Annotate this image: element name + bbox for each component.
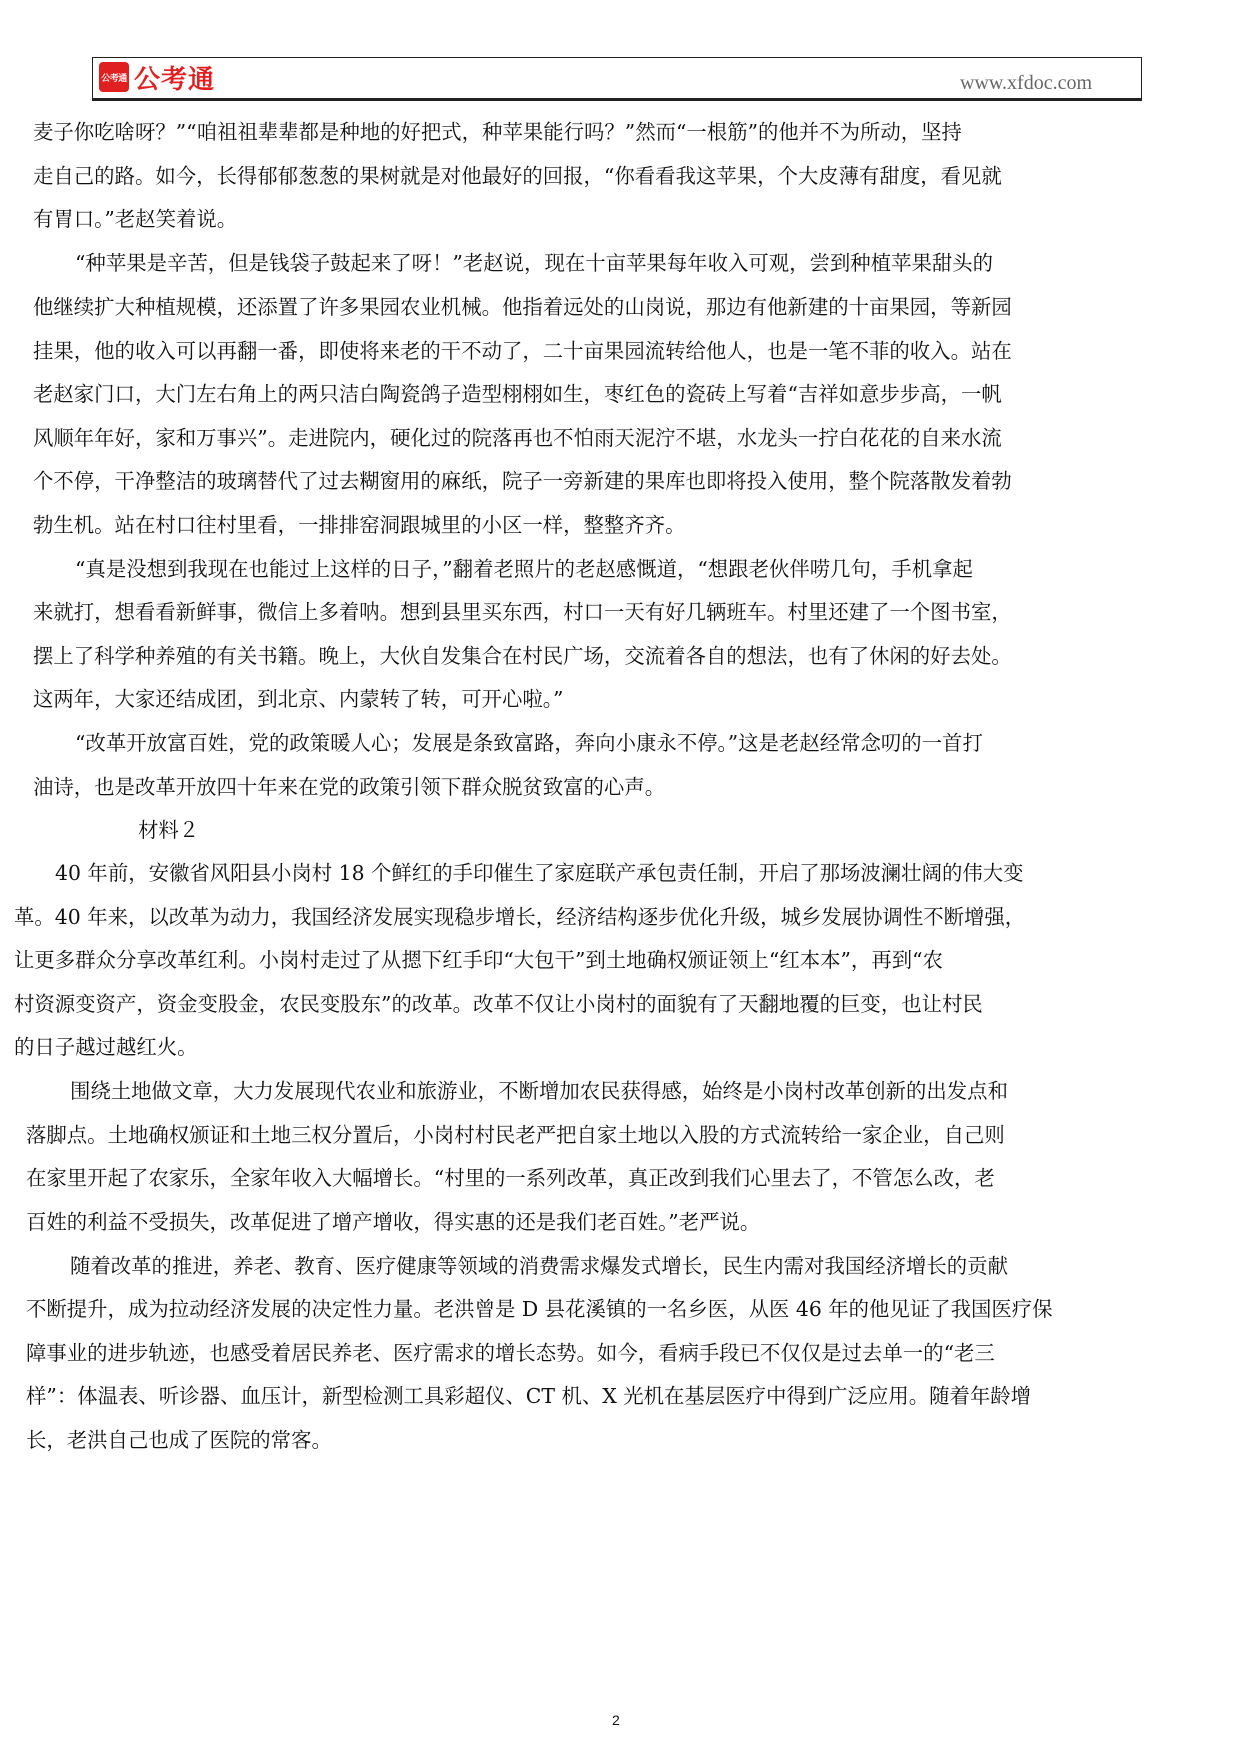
text-line: “改革开放富百姓，党的政策暖人心；发展是条致富路，奔向小康永不停。”这是老赵经常念叨的一首打 [75, 731, 983, 755]
text-line: 麦子你吃啥呀？”“咱祖祖辈辈都是种地的好把式，种苹果能行吗？”然而“一根筋”的他并不为所动，坚持 [33, 120, 962, 144]
text-line: 来就打，想看看新鲜事，微信上多着呐。想到县里买东西，村口一天有好几辆班车。村里还建了一个图书室， [33, 600, 1012, 624]
text-line: 的日子越过越红火。 [14, 1035, 198, 1059]
text-line: 落脚点。土地确权颁证和土地三权分置后，小岗村村民老严把自家土地以入股的方式流转给一家企业，自己则 [26, 1123, 1005, 1147]
text-line: 走自己的路。如今，长得郁郁葱葱的果树就是对他最好的回报，“你看看我这苹果，个大皮薄有甜度，看见就 [33, 164, 1002, 188]
text-line: 这两年，大家还结成团，到北京、内蒙转了转，可开心啦。” [33, 687, 564, 711]
text-line: 油诗，也是改革开放四十年来在党的政策引领下群众脱贫致富的心声。 [33, 775, 666, 799]
page-number: 2 [612, 1712, 620, 1728]
text-line: 样”：体温表、听诊器、血压计，新型检测工具彩超仪、CT 机、X 光机在基层医疗中得到广泛应用。随着年龄增 [26, 1384, 1032, 1408]
text-line: 村资源变资产，资金变股金，农民变股东”的改革。改革不仅让小岗村的面貌有了天翻地覆的巨变，也让村民 [14, 992, 983, 1016]
section-heading: 材料２ [138, 818, 200, 842]
text-line: 风顺年年好，家和万事兴”。走进院内，硬化过的院落再也不怕雨天泥泞不堪，水龙头一拧白花花的自来水流 [33, 426, 1002, 450]
logo-icon: 公考通 [99, 62, 129, 92]
text-line: “真是没想到我现在也能过上这样的日子，”翻着老照片的老赵感慨道，“想跟老伙伴唠几句，手机拿起 [75, 557, 973, 581]
text-line: 革。40 年来，以改革为动力，我国经济发展实现稳步增长，经济结构逐步优化升级，城乡发展协调性不断增强， [14, 905, 1026, 929]
text-line: 在家里开起了农家乐，全家年收入大幅增长。“村里的一系列改革，真正改到我们心里去了，不管怎么改，老 [26, 1166, 995, 1190]
text-line: 百姓的利益不受损失，改革促进了增产增收，得实惠的还是我们老百姓。”老严说。 [26, 1210, 761, 1234]
text-line: 不断提升，成为拉动经济发展的决定性力量。老洪曾是 D 县花溪镇的一名乡医，从医 46 年的他见证了我国医疗保 [26, 1297, 1053, 1321]
header-rule [92, 99, 1142, 101]
text-line: 勃生机。站在村口往村里看，一排排窑洞跟城里的小区一样，整整齐齐。 [33, 513, 686, 537]
text-line: 个不停，干净整洁的玻璃替代了过去糊窗用的麻纸，院子一旁新建的果库也即将投入使用，整个院落散发着勃 [33, 469, 1012, 493]
text-line: 围绕土地做文章，大力发展现代农业和旅游业，不断增加农民获得感，始终是小岗村改革创新的出发点和 [70, 1079, 1008, 1103]
text-line: 40 年前，安徽省风阳县小岗村 18 个鲜红的手印催生了家庭联产承包责任制，开启了那场波澜壮阔的伟大变 [55, 861, 1024, 885]
text-line: 老赵家门口，大门左右角上的两只洁白陶瓷鸽子造型栩栩如生，枣红色的瓷砖上写着“吉祥如意步步高，一帆 [33, 382, 1002, 406]
text-line: 让更多群众分享改革红利。小岗村走过了从摁下红手印“大包干”到土地确权颁证领上“红本本”，再到“农 [14, 948, 943, 972]
text-line: 有胃口。”老赵笑着说。 [33, 207, 238, 231]
text-line: 随着改革的推进，养老、教育、医疗健康等领域的消费需求爆发式增长，民生内需对我国经济增长的贡献 [70, 1254, 1008, 1278]
text-line: 摆上了科学种养殖的有关书籍。晚上，大伙自发集合在村民广场，交流着各自的想法，也有了休闲的好去处。 [33, 644, 1012, 668]
text-line: 他继续扩大种植规模，还添置了许多果园农业机械。他指着远处的山岗说，那边有他新建的十亩果园，等新园 [33, 295, 1012, 319]
text-line: “种苹果是辛苦，但是钱袋子鼓起来了呀！”老赵说，现在十亩苹果每年收入可观，尝到种植苹果甜头的 [75, 251, 994, 275]
logo-text: 公考通 [134, 65, 216, 95]
site-url[interactable]: www.xfdoc.com [960, 72, 1093, 94]
text-line: 障事业的进步轨迹，也感受着居民养老、医疗需求的增长态势。如今，看病手段已不仅仅是过去单一的“老三 [26, 1341, 995, 1365]
text-line: 挂果，他的收入可以再翻一番，即使将来老的干不动了，二十亩果园流转给他人，也是一笔不菲的收入。站在 [33, 339, 1012, 363]
text-line: 长，老洪自己也成了医院的常客。 [26, 1428, 332, 1452]
